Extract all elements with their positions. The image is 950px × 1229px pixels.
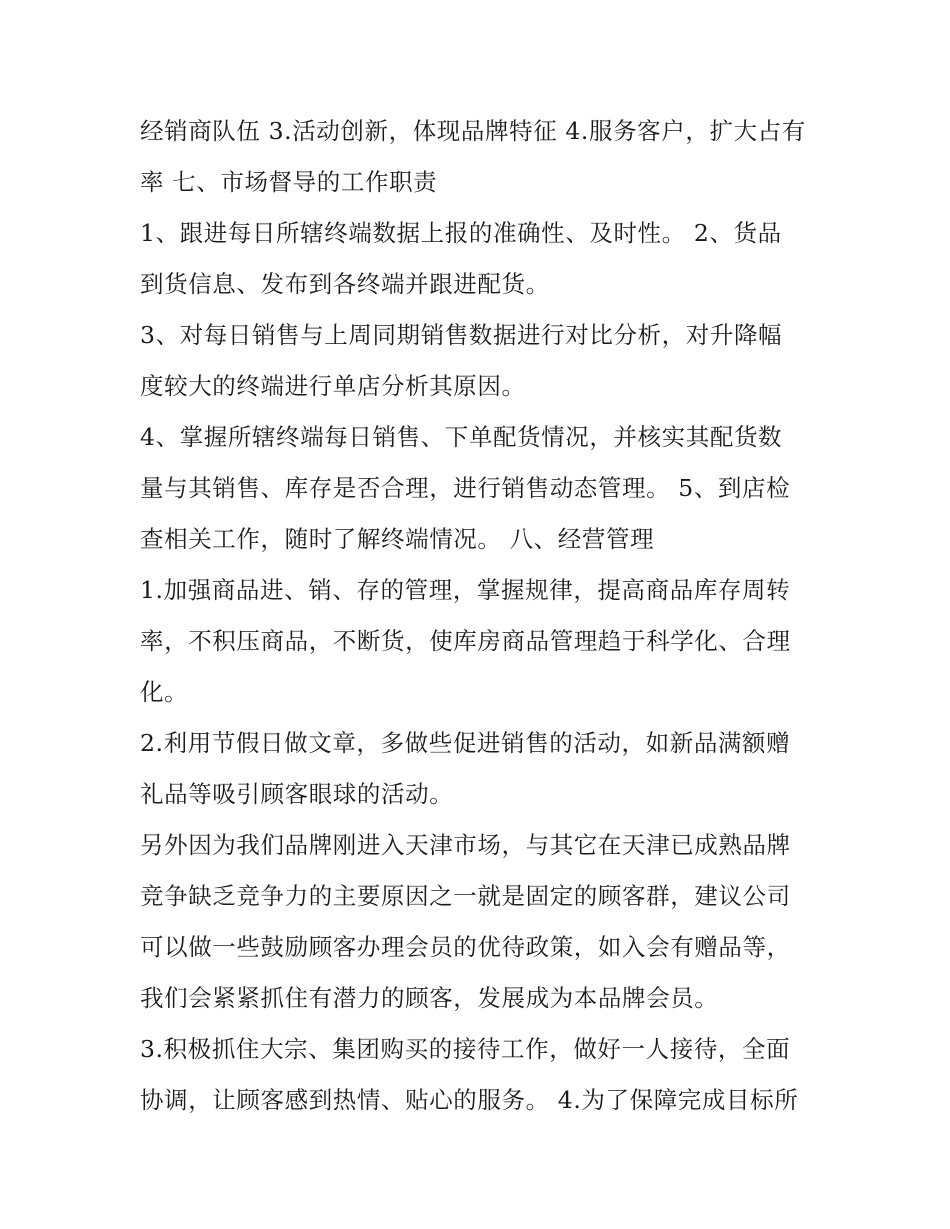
text-line: 率 七、市场督导的工作职责 bbox=[140, 168, 438, 196]
text-line: 协调，让顾客感到热情、贴心的服务。 4.为了保障完成目标所 bbox=[140, 1086, 799, 1114]
text-line: 率，不积压商品，不断货，使库房商品管理趋于科学化、合理 bbox=[140, 627, 791, 655]
text-line: 经销商队伍 3.活动创新，体现品牌特征 4.服务客户，扩大占有 bbox=[140, 117, 806, 145]
text-line: 化。 bbox=[140, 678, 189, 706]
text-line: 1、跟进每日所辖终端数据上报的准确性、及时性。 2、货品 bbox=[140, 219, 782, 247]
text-line: 度较大的终端进行单店分析其原因。 bbox=[140, 372, 526, 400]
text-line: 另外因为我们品牌刚进入天津市场，与其它在天津已成熟品牌 bbox=[140, 831, 791, 859]
text-line: 查相关工作，随时了解终端情况。 八、经营管理 bbox=[140, 525, 655, 553]
text-line: 3.积极抓住大宗、集团购买的接待工作，做好一人接待，全面 bbox=[140, 1035, 791, 1063]
text-line: 可以做一些鼓励顾客办理会员的优待政策，如入会有赠品等， bbox=[140, 933, 791, 961]
text-line: 1.加强商品进、销、存的管理，掌握规律，提高商品库存周转 bbox=[140, 576, 791, 604]
text-line: 量与其销售、库存是否合理，进行销售动态管理。 5、到店检 bbox=[140, 474, 791, 502]
text-line: 我们会紧紧抓住有潜力的顾客，发展成为本品牌会员。 bbox=[140, 984, 719, 1012]
text-line: 2.利用节假日做文章，多做些促进销售的活动，如新品满额赠 bbox=[140, 729, 791, 757]
document-body bbox=[140, 106, 820, 1126]
text-line: 礼品等吸引顾客眼球的活动。 bbox=[140, 780, 454, 808]
text-line: 到货信息、发布到各终端并跟进配货。 bbox=[140, 270, 550, 298]
text-line: 3、对每日销售与上周同期销售数据进行对比分析，对升降幅 bbox=[140, 321, 783, 349]
text-line: 竞争缺乏竞争力的主要原因之一就是固定的顾客群，建议公司 bbox=[140, 882, 791, 910]
text-line: 4、掌握所辖终端每日销售、下单配货情况，并核实其配货数 bbox=[140, 423, 783, 451]
